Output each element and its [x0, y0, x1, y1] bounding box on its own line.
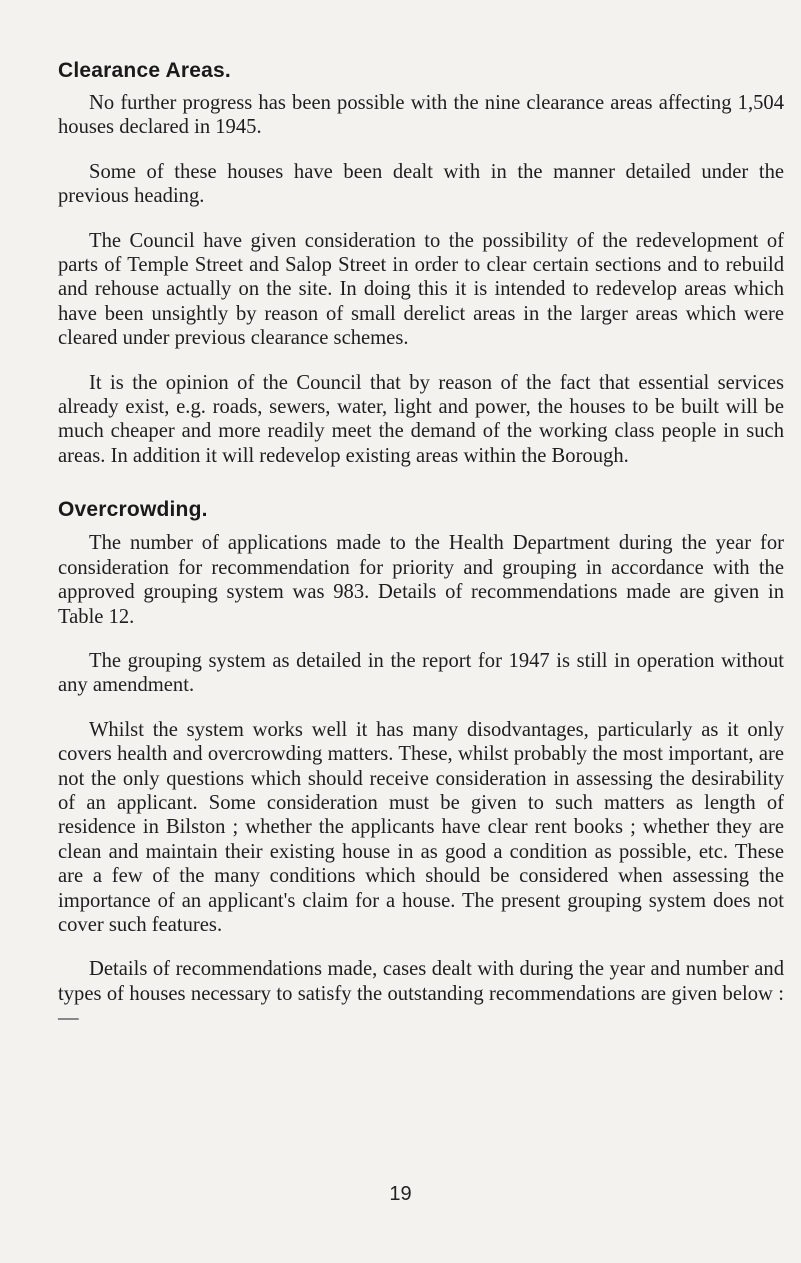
- paragraph: The grouping system as detailed in the report for 1947 is still in operation without any amendment.: [58, 649, 784, 697]
- paragraph: The number of applications made to the Health Department during the year for consideration for recommendation for priority and grouping in accordance with the approved grouping system was 983. Details of recommendations made are given in Table 12.: [58, 532, 784, 628]
- paragraph: The Council have given consideration to the possibility of the redevelopment of parts of Temple Street and Salop Street in order to clear certain sections and to rebuild and rehouse actually on the site. In doing this it is intended to redevelop areas which have been unsightly by reason of small derelict areas in the larger areas which were cleared under previous clearance schemes.: [58, 229, 784, 350]
- paragraph: Details of recommendations made, cases dealt with during the year and number and types of houses necessary to satisfy the outstanding recommendations are given below :—: [58, 958, 784, 1030]
- paragraph: No further progress has been possible with the nine clearance areas affecting 1,504 houses declared in 1945.: [58, 92, 784, 139]
- document-page: [58, 58, 784, 1031]
- page-number: 19: [389, 1183, 412, 1205]
- section-heading-clearance-areas: Clearance Areas.: [58, 59, 231, 82]
- paragraph: It is the opinion of the Council that by reason of the fact that essential services already exist, e.g. roads, sewers, water, light and power, the houses to be built will be much cheaper and more readily meet the demand of the working class people in such areas. In addition it will redevelop existing areas within the Borough.: [58, 371, 784, 467]
- section-heading-overcrowding: Overcrowding.: [58, 498, 208, 522]
- paragraph: Some of these houses have been dealt with in the manner detailed under the previous heading.: [58, 160, 784, 208]
- paragraph: Whilst the system works well it has many disodvantages, particularly as it only covers health and overcrowding matters. These, whilst probably the most important, are not the only questions which should receive consideration in assessing the desirability of an applicant. Some consideration must be given to such matters as length of residence in Bilston ; whether the applicants have clear rent books ; whether they are clean and maintain their existing house in as good a condition as possible, etc. These are a few of the many conditions which should be considered when assessing the importance of an applicant's claim for a house. The present grouping system does not cover such features.: [58, 718, 784, 936]
